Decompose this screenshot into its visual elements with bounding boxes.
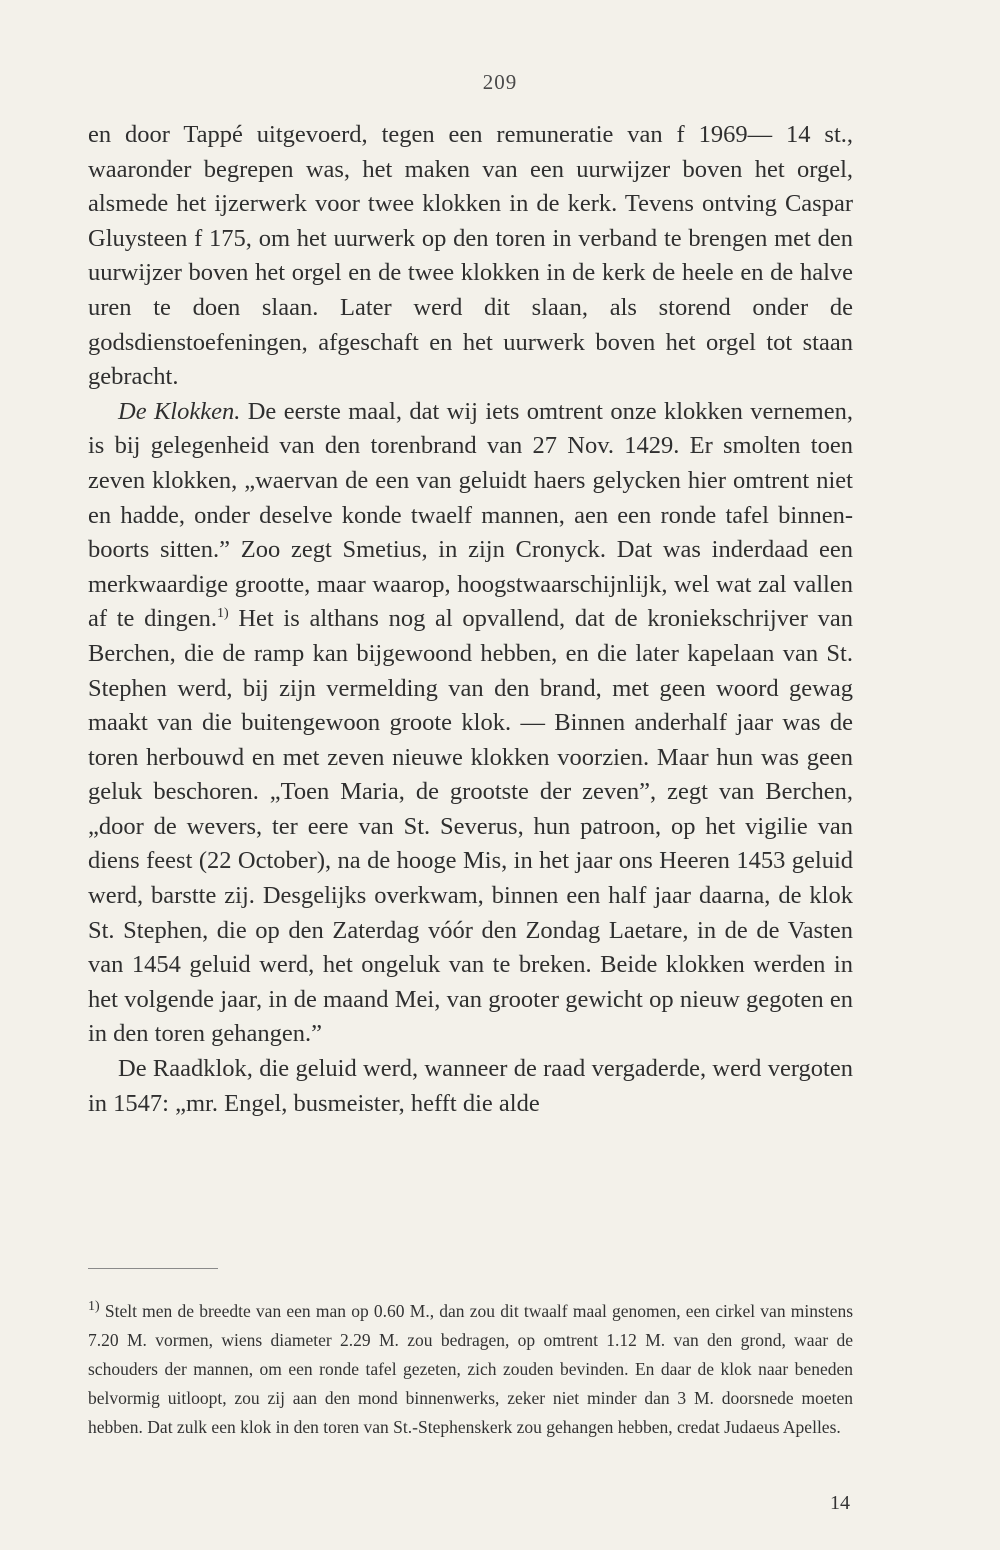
- footnotes: [88, 1297, 853, 1442]
- page-number: 209: [482, 70, 518, 94]
- paragraph-3: De Raadklok, die geluid werd, wanneer de raad vergaderde, werd vergoten in 1547: „mr. Engel, busmeister, hefft die alde: [88, 1055, 853, 1117]
- paragraph-2: [88, 395, 853, 1052]
- section-heading-de-klokken: De Klokken.: [118, 397, 241, 425]
- paragraph-2-text-part2: Het is althans nog al opvallend, dat de kroniekschrijver van Berchen, die de ramp kan bijgewoond hebben, en die later kapelaan van St. Stephen werd, bij zijn vermelding van den brand, met geen woord gewag maakt van die buitengewoon groote klok. — Binnen anderhalf jaar was de toren herbouwd en met zeven nieuwe klokken voorzien. Maar hun was geen geluk beschoren. „Toen Maria, de grootste der zeven”, zegt van Berchen, „door de wevers, ter eere van St. Severus, hun patroon, op het vigilie van diens feest (22 October), na de hooge Mis, in het jaar ons Heeren 1453 geluid werd, barstte zij. Desgelijks overkwam, binnen een half jaar daarna, de klok St. Stephen, die op den Zaterdag vóór den Zondag Laetare, in de de Vasten van 1454 geluid werd, het ongeluk van te breken. Beide klokken werden in het volgende jaar, in de maand Mei, van grooter gewicht op nieuw gegoten en in den toren gehangen.”: [88, 605, 853, 1048]
- footnote-reference: 1): [216, 606, 229, 622]
- signature-mark: 14: [830, 1492, 850, 1514]
- footnote-marker: 1): [88, 1299, 100, 1315]
- footnote-divider: [88, 1268, 218, 1269]
- footnote-1: [88, 1297, 853, 1442]
- footnote-text: Stelt men de breedte van een man op 0.60 M., dan zou dit twaalf maal genomen, een cirkel van minstens 7.20 M. vormen, wiens diameter 2.29 M. zou bedragen, op omtrent 1.12 M. van den grond, waar de schouders der mannen, om een ronde tafel gezeten, zich zouden bevinden. En daar de klok naar beneden belvormig uitloopt, zou zij aan den mond binnenwerks, zeker niet minder dan 3 M. doorsnede moeten hebben. Dat zulk een klok in den toren van St.-Stephenskerk zou gehangen hebben, credat Judaeus Apelles.: [88, 1301, 853, 1437]
- body-text: [88, 118, 853, 1121]
- paragraph-2-text-part1: De eerste maal, dat wij iets omtrent onze klokken vernemen, is bij gelegenheid van den torenbrand van 27 Nov. 1429. Er smolten toen zeven klokken, „waervan de een van geluidt haers gelycken hier omtrent niet en hadde, onder deselve konde twaelf mannen, aen een ronde tafel binnen-boorts sitten.” Zoo zegt Smetius, in zijn Cronyck. Dat was inderdaad een merkwaardige grootte, maar waarop, hoogstwaarschijnlijk, wel wat zal vallen af te dingen.: [88, 397, 853, 633]
- paragraph-1: en door Tappé uitgevoerd, tegen een remuneratie van f 1969— 14 st., waaronder begrepen was, het maken van een uurwijzer boven het orgel, alsmede het ijzerwerk voor twee klokken in de kerk. Tevens ontving Caspar Gluysteen f 175, om het uurwerk op den toren in verband te brengen met den uurwijzer boven het orgel en de twee klokken in de kerk de heele en de halve uren te doen slaan. Later werd dit slaan, als storend onder de godsdienstoefeningen, afgeschaft en het uurwerk boven het orgel tot staan gebracht.: [88, 121, 853, 391]
